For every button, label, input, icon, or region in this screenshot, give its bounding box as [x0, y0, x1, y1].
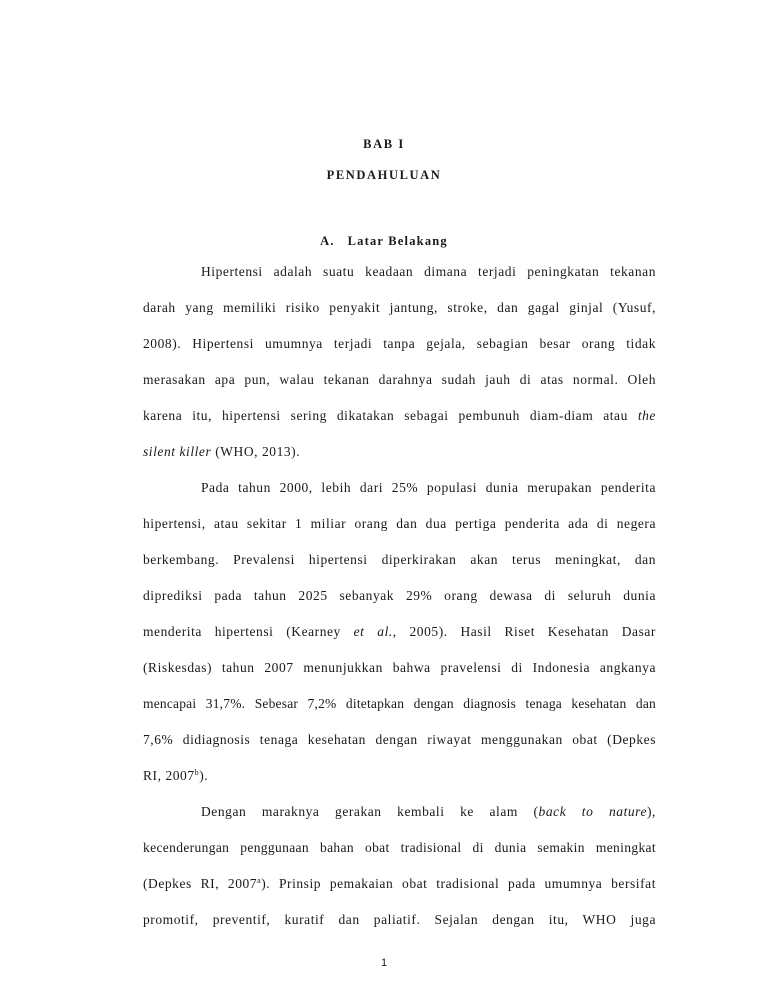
p1-line-6-italic: silent killer: [143, 444, 212, 459]
chapter-title: PENDAHULUAN: [326, 168, 442, 182]
p2-line-9-text-b: ).: [199, 768, 209, 783]
p2-line-4: diprediksi pada tahun 2025 sebanyak 29% orang dewasa di seluruh dunia: [143, 588, 656, 603]
p2-line-9: [143, 767, 656, 785]
p2-line-3: berkembang. Prevalensi hipertensi diperkirakan akan terus meningkat, dan: [143, 552, 656, 567]
p1-line-4: merasakan apa pun, walau tekanan darahnya sudah jauh di atas normal. Oleh: [143, 372, 656, 387]
p2-line-9-text-a: RI, 2007: [143, 768, 195, 783]
p2-line-7: mencapai 31,7%. Sebesar 7,2% ditetapkan dengan diagnosis tenaga kesehatan dan: [143, 696, 656, 711]
p3-line-2: kecenderungan penggunaan bahan obat tradisional di dunia semakin meningkat: [143, 840, 656, 855]
p1-line-5: [143, 407, 656, 425]
p2-line-6: (Riskesdas) tahun 2007 menunjukkan bahwa pravelensi di Indonesia angkanya: [143, 660, 656, 675]
chapter-number: BAB I: [363, 137, 405, 151]
p1-line-6-text: (WHO, 2013).: [211, 444, 301, 459]
p2-line-5-text-b: , 2005). Hasil Riset Kesehatan Dasar: [392, 624, 656, 639]
p2-line-8: 7,6% didiagnosis tenaga kesehatan dengan riwayat menggunakan obat (Depkes: [143, 732, 656, 747]
p3-line-3-text-a: (Depkes RI, 2007: [143, 876, 258, 891]
p3-line-4: promotif, preventif, kuratif dan paliatif. Sejalan dengan itu, WHO juga: [143, 912, 656, 927]
p2-line-1: Pada tahun 2000, lebih dari 25% populasi dunia merupakan penderita: [201, 480, 656, 495]
p3-line-3-text-b: ). Prinsip pemakaian obat tradisional pada umumnya bersifat: [261, 876, 656, 891]
p3-line-1-italic: back to nature: [538, 804, 648, 819]
p1-line-6: [143, 443, 656, 461]
p1-line-2: darah yang memiliki risiko penyakit jantung, stroke, dan gagal ginjal (Yusuf,: [143, 300, 656, 315]
p2-line-5-text-a: menderita hipertensi (Kearney: [143, 624, 354, 639]
p1-line-1: Hipertensi adalah suatu keadaan dimana terjadi peningkatan tekanan: [201, 264, 656, 279]
p2-line-5: [143, 623, 656, 641]
p3-line-1-text-b: ),: [647, 804, 656, 819]
p3-line-3-superscript: a: [257, 876, 262, 885]
p3-line-1: [201, 803, 656, 821]
page-number: 1: [380, 957, 388, 969]
p3-line-3: [143, 875, 656, 893]
p2-line-5-italic: et al.: [353, 624, 393, 639]
p2-line-2: hipertensi, atau sekitar 1 miliar orang dan dua pertiga penderita ada di negera: [143, 516, 656, 531]
p1-line-5-text: karena itu, hipertensi sering dikatakan sebagai pembunuh diam-diam atau: [143, 408, 628, 423]
section-heading: A. Latar Belakang: [320, 234, 448, 248]
p3-line-1-text-a: Dengan maraknya gerakan kembali ke alam (: [201, 804, 539, 819]
p1-line-5-italic: the: [637, 408, 656, 423]
p2-line-9-superscript: b: [194, 768, 200, 777]
p1-line-3: 2008). Hipertensi umumnya terjadi tanpa gejala, sebagian besar orang tidak: [143, 336, 656, 351]
